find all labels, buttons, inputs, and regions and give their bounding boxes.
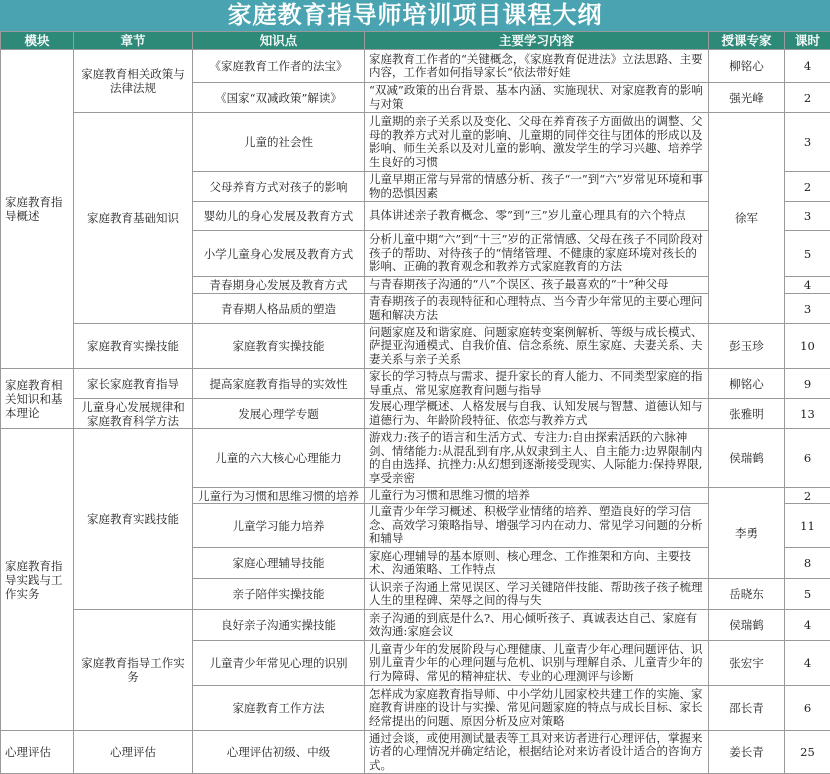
- content-cell: 通过会谈，或使用测试量表等工具对来访者进行心理评估，掌握来访者的心理情况并确定结论，根据结论对来访者设计适合的咨询方式。: [365, 731, 709, 774]
- point-cell: 《国家“双减政策”解读》: [193, 83, 365, 113]
- point-cell: 儿童的社会性: [193, 113, 365, 172]
- point-cell: 亲子陪伴实操技能: [193, 579, 365, 610]
- point-cell: 小学儿童身心发展及教育方式: [193, 231, 365, 277]
- table-row: [1, 324, 830, 369]
- hours-cell: 10: [785, 324, 830, 369]
- hours-cell: 11: [785, 504, 830, 548]
- content-cell: 游戏力:孩子的语言和生活方式、专注力:自由探索活跃的六脉神剑、情绪能力:从混乱到有序,从奴隶到主人、自主能力:边界限制内的自由选择、抗挫力:从幻想到逐渐接受现实、人际能力:保持界限,享受亲密: [365, 429, 709, 488]
- chapter-cell: 心理评估: [74, 731, 193, 774]
- chapter-cell: 家庭教育基础知识: [74, 113, 193, 324]
- hours-cell: 6: [785, 429, 830, 488]
- hours-cell: 4: [785, 50, 830, 83]
- content-cell: 儿童青少年的发展阶段与心理健康、儿童青少年心理问题评估、识别儿童青少年的心理问题与危机、识别与理解自杀、儿童青少年的行为障碍、常见的精神症状、专业的心理测评与诊断: [365, 641, 709, 686]
- expert-cell: 姜长青: [709, 731, 785, 774]
- header-row: [1, 32, 830, 50]
- point-cell: 心理评估初级、中级: [193, 731, 365, 774]
- point-cell: 儿童学习能力培养: [193, 504, 365, 548]
- point-cell: 《家庭教育工作者的法宝》: [193, 50, 365, 83]
- chapter-cell: 家庭教育相关政策与法律法规: [74, 50, 193, 113]
- header-point: 知识点: [193, 32, 365, 50]
- content-cell: 分析儿童中期“六”到“十三”岁的正常情感、父母在孩子不同阶段对孩子的帮助、对待孩子的“情绪管理、不健康的家庭环境对孩长的影响、正确的教育观念和教养方式家庭教育的方法: [365, 231, 709, 277]
- expert-cell: 侯瑞鹤: [709, 429, 785, 488]
- module-cell: 家庭教育指导概述: [1, 50, 74, 369]
- point-cell: 儿童行为习惯和思维习惯的培养: [193, 488, 365, 504]
- page-title: 家庭教育指导师培训项目课程大纲: [0, 0, 830, 31]
- header-content: 主要学习内容: [365, 32, 709, 50]
- content-cell: 家庭教育工作者的“关键概念，《家庭教育促进法》立法思路、主要内容，工作者如何指导家长“依法带好娃: [365, 50, 709, 83]
- hours-cell: 3: [785, 113, 830, 172]
- expert-cell: 李勇: [709, 488, 785, 579]
- hours-cell: 9: [785, 369, 830, 399]
- content-cell: 家长的学习特点与需求、提升家长的育人能力、不同类型家庭的指导重点、常见家庭教育问题与指导: [365, 369, 709, 399]
- hours-cell: 3: [785, 202, 830, 231]
- expert-cell: 张宏宇: [709, 641, 785, 686]
- hours-cell: 5: [785, 231, 830, 277]
- chapter-cell: 家庭教育实操技能: [74, 324, 193, 369]
- content-cell: 家庭心理辅导的基本原则、核心理念、工作推架和方向、主要技术、沟通策略、工作特点: [365, 548, 709, 579]
- hours-cell: 8: [785, 548, 830, 579]
- table-row: [1, 399, 830, 429]
- hours-cell: 2: [785, 488, 830, 504]
- table-row: [1, 731, 830, 774]
- content-cell: 青春期孩子的表现特征和心理特点、当今青少年常见的主要心理问题和解决方法: [365, 294, 709, 324]
- chapter-cell: 家庭教育实践技能: [74, 429, 193, 610]
- content-cell: 与青春期孩子沟通的“八”个误区、孩子最喜欢的“十”种父母: [365, 277, 709, 294]
- point-cell: 婴幼儿的身心发展及教育方式: [193, 202, 365, 231]
- chapter-cell: 家长家庭教育指导: [74, 369, 193, 399]
- chapter-cell: 儿童身心发展规律和家庭教育科学方法: [74, 399, 193, 429]
- hours-cell: 4: [785, 610, 830, 641]
- hours-cell: 6: [785, 686, 830, 731]
- header-module: 模块: [1, 32, 74, 50]
- hours-cell: 4: [785, 277, 830, 294]
- hours-cell: 13: [785, 399, 830, 429]
- point-cell: 提高家庭教育指导的实效性: [193, 369, 365, 399]
- point-cell: 父母养育方式对孩子的影响: [193, 172, 365, 202]
- content-cell: 儿童期的亲子关系以及变化、父母在养育孩子方面做出的调整、父母的教养方式对儿童的影响、儿童期的同伴交往与团体的形成以及影响、师生关系以及对儿童的影响、激发学生的学习兴趣、培养学生良好的习惯: [365, 113, 709, 172]
- table-row: [1, 429, 830, 488]
- content-cell: “双减”政策的出台背景、基本内涵、实施现状、对家庭教育的影响与对策: [365, 83, 709, 113]
- expert-cell: 柳铭心: [709, 50, 785, 83]
- table-row: [1, 369, 830, 399]
- content-cell: 怎样成为家庭教育指导师、中小学幼儿园家校共建工作的实施、家庭教育讲座的设计与实操、常见问题家庭的特点与成长目标、家长经常提出的问题、原因分析及应对策略: [365, 686, 709, 731]
- point-cell: 青春期人格品质的塑造: [193, 294, 365, 324]
- point-cell: 发展心理学专题: [193, 399, 365, 429]
- header-expert: 授课专家: [709, 32, 785, 50]
- hours-cell: 2: [785, 172, 830, 202]
- expert-cell: 侯瑞鹤: [709, 610, 785, 641]
- content-cell: 具体讲述亲子教育概念、零”到“三”岁儿童心理具有的六个特点: [365, 202, 709, 231]
- header-chapter: 章节: [74, 32, 193, 50]
- hours-cell: 5: [785, 579, 830, 610]
- table-row: [1, 113, 830, 172]
- expert-cell: 岳晓东: [709, 579, 785, 610]
- point-cell: 家庭教育实操技能: [193, 324, 365, 369]
- content-cell: 认识亲子沟通上常见误区、学习关键陪伴技能、帮助孩子孩子梳理人生的里程碑、荣辱之间的得与失: [365, 579, 709, 610]
- content-cell: 儿童行为习惯和思维习惯的培养: [365, 488, 709, 504]
- curriculum-table: [0, 31, 830, 774]
- hours-cell: 2: [785, 83, 830, 113]
- expert-cell: 徐军: [709, 113, 785, 324]
- table-row: [1, 610, 830, 641]
- expert-cell: 柳铭心: [709, 369, 785, 399]
- content-cell: 问题家庭及和谐家庭、问题家庭转变案例解析、等级与成长模式、萨提亚沟通模式、自我价值、信念系统、原生家庭、夫妻关系、夫妻关系与亲子关系: [365, 324, 709, 369]
- point-cell: 家庭教育工作方法: [193, 686, 365, 731]
- content-cell: 亲子沟通的到底是什么?、用心倾听孩子、真诚表达自己、家庭有效沟通:家庭会议: [365, 610, 709, 641]
- point-cell: 良好亲子沟通实操技能: [193, 610, 365, 641]
- point-cell: 家庭心理辅导技能: [193, 548, 365, 579]
- point-cell: 儿童的六大核心心理能力: [193, 429, 365, 488]
- content-cell: 发展心理学概述、人格发展与自我、认知发展与智慧、道德认知与道德行为、年龄阶段特征、依恋与教养方式: [365, 399, 709, 429]
- content-cell: 儿童青少年学习概述、积极学业情绪的培养、塑造良好的学习信念、高效学习策略指导、增强学习内在动力、常见学习问题的分析和辅导: [365, 504, 709, 548]
- point-cell: 儿童青少年常见心理的识别: [193, 641, 365, 686]
- header-hours: 课时: [785, 32, 830, 50]
- expert-cell: 彭玉珍: [709, 324, 785, 369]
- module-cell: 家庭教育指导实践与工作实务: [1, 429, 74, 731]
- hours-cell: 25: [785, 731, 830, 774]
- point-cell: 青春期身心发展及教育方式: [193, 277, 365, 294]
- module-cell: 心理评估: [1, 731, 74, 774]
- hours-cell: 4: [785, 641, 830, 686]
- module-cell: 家庭教育相关知识和基本理论: [1, 369, 74, 429]
- content-cell: 儿童早期正常与异常的情感分析、孩子“一”到“六”岁常见环境和事物的恐惧因素: [365, 172, 709, 202]
- expert-cell: 邵长青: [709, 686, 785, 731]
- hours-cell: 3: [785, 294, 830, 324]
- expert-cell: 张雅明: [709, 399, 785, 429]
- table-row: [1, 50, 830, 83]
- chapter-cell: 家庭教育指导工作实务: [74, 610, 193, 731]
- expert-cell: 强光峰: [709, 83, 785, 113]
